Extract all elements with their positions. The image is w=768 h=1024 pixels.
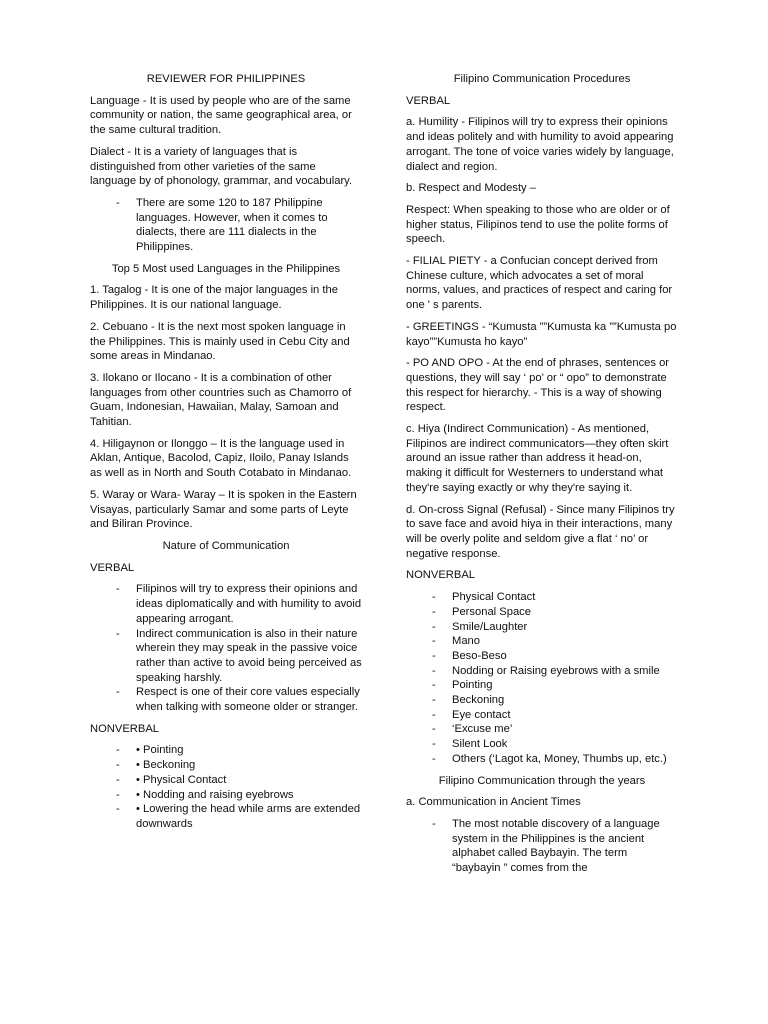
list-item: - Respect is one of their core values especially when talking with someone older or stranger.	[90, 685, 362, 714]
top5-heading: Top 5 Most used Languages in the Philippines	[111, 262, 341, 275]
nonverbal-list	[406, 590, 678, 766]
dialect-bullet-list	[90, 196, 362, 255]
list-item: - Smile/Laughter	[406, 620, 678, 635]
verbal-list	[90, 582, 362, 714]
language-waray: 5. Waray or Wara- Waray – It is spoken in the Eastern Visayas, particularly Samar and some parts of Leyte and Biliran Province.	[90, 488, 357, 531]
list-item: - Others (‘Lagot ka, Money, Thumbs up, etc.)	[406, 752, 678, 767]
list-item: - There are some 120 to 187 Philippine languages. However, when it comes to dialects, there are 111 dialects in the Philippines.	[90, 196, 362, 255]
ancient-list	[406, 817, 678, 876]
nonverbal-list	[90, 743, 362, 831]
list-item: - • Beckoning	[90, 758, 362, 773]
ancient-heading: a. Communication in Ancient Times	[406, 796, 581, 809]
list-item: - Nodding or Raising eyebrows with a smile	[406, 664, 678, 679]
filial-piety-paragraph: - FILIAL PIETY - a Confucian concept derived from Chinese culture, which advocates a set of moral norms, values, and practices of respect and caring for one ' s parents.	[406, 255, 673, 312]
list-item: - Indirect communication is also in their nature wherein they may speak in the passive voice rather than active to avoid being perceived as speaking harshly.	[90, 627, 362, 686]
verbal-heading: VERBAL	[406, 94, 451, 107]
list-item: - The most notable discovery of a language system in the Philippines is the ancient alphabet called Baybayin. The term “baybayin ” comes from the	[406, 817, 678, 876]
years-heading: Filipino Communication through the years	[438, 774, 646, 787]
nonverbal-heading: NONVERBAL	[406, 569, 476, 582]
list-item: - Beso-Beso	[406, 649, 678, 664]
list-item: - Pointing	[406, 678, 678, 693]
dialect-definition: Dialect - It is a variety of languages that is distinguished from other varieties of the same language by of phonology, grammar, and vocabulary.	[90, 145, 353, 188]
respect-paragraph: Respect: When speaking to those who are older or of higher status, Filipinos tend to use the polite forms of speech.	[406, 203, 670, 246]
po-opo-paragraph: - PO AND OPO - At the end of phrases, sentences or questions, they will say ‘ po’ or “ opo” to demonstrate this respect for hierarchy. - This is a way of showing respect.	[406, 357, 670, 414]
list-item: - • Pointing	[90, 743, 362, 758]
hiya-paragraph: c. Hiya (Indirect Communication) - As mentioned, Filipinos are indirect communicators—they often skirt around an issue rather than address it head-on, making it difficult for Westerners to understand what they're saying exactly or why they're saying it.	[406, 423, 669, 494]
oncross-paragraph: d. On-cross Signal (Refusal) - Since many Filipinos try to save face and avoid hiya in their interactions, many will be overly polite and seldom give a flat ‘ no’ or negative response.	[406, 503, 675, 560]
list-item: - ‘Excuse me’	[406, 722, 678, 737]
procedures-title: Filipino Communication Procedures	[453, 73, 631, 85]
list-item: - Beckoning	[406, 693, 678, 708]
right-column	[406, 72, 678, 883]
language-hiligaynon: 4. Hiligaynon or Ilonggo – It is the language used in Aklan, Antique, Bacolod, Capiz, Iloilo, Panay Islands as well as in North and South Cotabato in Mindanao.	[90, 437, 352, 480]
respect-modesty-heading: b. Respect and Modesty –	[406, 182, 536, 195]
left-column	[90, 72, 362, 839]
list-item: - Personal Space	[406, 605, 678, 620]
verbal-heading: VERBAL	[90, 561, 135, 574]
greetings-paragraph: - GREETINGS - “Kumusta ””Kumusta ka ””Kumusta po kayo””Kumusta ho kayo”	[406, 320, 677, 348]
nature-heading: Nature of Communication	[162, 539, 290, 552]
list-item: - Mano	[406, 634, 678, 649]
language-definition: Language - It is used by people who are of the same community or nation, the same geographical area, or the same cultural tradition.	[90, 94, 352, 137]
list-item: - Silent Look	[406, 737, 678, 752]
reviewer-title: REVIEWER FOR PHILIPPINES	[146, 73, 306, 85]
language-ilocano: 3. Ilokano or Ilocano - It is a combination of other languages from other countries such as Chamorro of Guam, Indonesian, Hawaiian, Malay, Samoan and Tahitian.	[90, 371, 352, 429]
language-tagalog: 1. Tagalog - It is one of the major languages in the Philippines. It is our national language.	[90, 284, 338, 312]
language-cebuano: 2. Cebuano - It is the next most spoken language in the Philippines. This is mainly used in Cebu City and some areas in Mindanao.	[90, 320, 350, 363]
list-item: - Filipinos will try to express their opinions and ideas diplomatically and with humility to avoid appearing arrogant.	[90, 582, 362, 626]
list-item: - • Nodding and raising eyebrows	[90, 788, 362, 803]
list-item: - Eye contact	[406, 708, 678, 723]
nonverbal-heading: NONVERBAL	[90, 722, 160, 735]
humility-paragraph: a. Humility - Filipinos will try to express their opinions and ideas politely and with humility to avoid appearing arrogant. The tone of voice varies widely by language, dialect and region.	[406, 116, 674, 173]
list-item: - • Physical Contact	[90, 773, 362, 788]
list-item: - Physical Contact	[406, 590, 678, 605]
list-item: - • Lowering the head while arms are extended downwards	[90, 802, 362, 831]
